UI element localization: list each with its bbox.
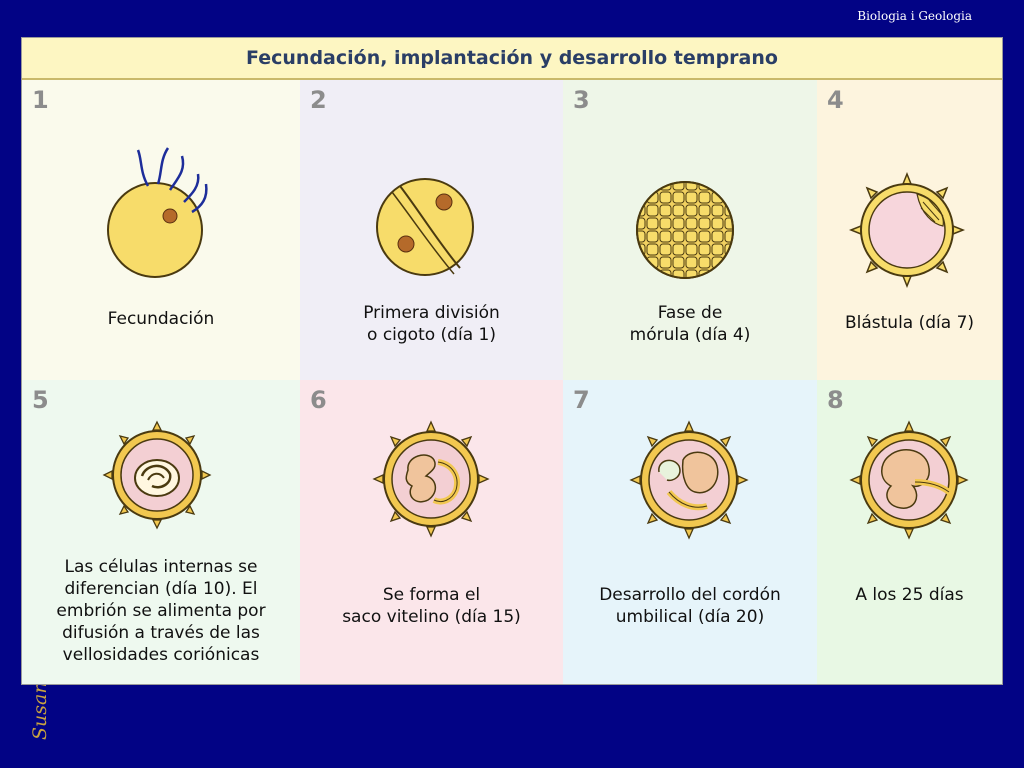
day-15-illustration [372, 420, 490, 538]
stage-cell-7 [563, 380, 817, 684]
first-division-illustration [370, 172, 480, 282]
stage-caption: Las células internas se diferencian (día 10). El embrión se alimenta por difusión a través de las vellosidades coriónicas [56, 557, 266, 665]
fertilization-illustration [100, 142, 230, 282]
stage-caption: Fase de mórula (día 4) [629, 303, 751, 345]
stage-number: 6 [310, 386, 327, 414]
stage-caption: Blástula (día 7) [844, 313, 975, 333]
stage-number: 4 [827, 86, 844, 114]
day-10-illustration [102, 420, 212, 530]
stage-number: 2 [310, 86, 327, 114]
stage-cell-5 [22, 380, 300, 684]
stage-cell-8 [817, 380, 1002, 684]
blastula-illustration [847, 172, 967, 288]
stage-cell-3 [563, 80, 817, 380]
stage-number: 1 [32, 86, 49, 114]
stage-number: 7 [573, 386, 590, 414]
stage-cell-6 [300, 380, 563, 684]
stage-caption: Se forma el saco vitelino (día 15) [342, 585, 521, 627]
day-25-illustration [849, 420, 969, 540]
stage-caption: A los 25 días [855, 585, 964, 605]
stage-number: 3 [573, 86, 590, 114]
morula-illustration [633, 178, 737, 282]
day-20-illustration [629, 420, 749, 540]
stage-cell-2 [300, 80, 563, 380]
stage-grid [22, 80, 1002, 684]
stage-cell-1 [22, 80, 300, 380]
stage-cell-4 [817, 80, 1002, 380]
stage-number: 5 [32, 386, 49, 414]
stage-caption: Desarrollo del cordón umbilical (día 20) [599, 585, 781, 627]
stage-caption: Primera división o cigoto (día 1) [363, 303, 500, 345]
stage-number: 8 [827, 386, 844, 414]
diagram-panel [21, 37, 1003, 685]
stage-caption: Fecundación [107, 309, 215, 329]
diagram-title: Fecundación, implantación y desarrollo temprano [22, 38, 1002, 80]
corner-text: Biologia i Geologia [857, 9, 972, 23]
